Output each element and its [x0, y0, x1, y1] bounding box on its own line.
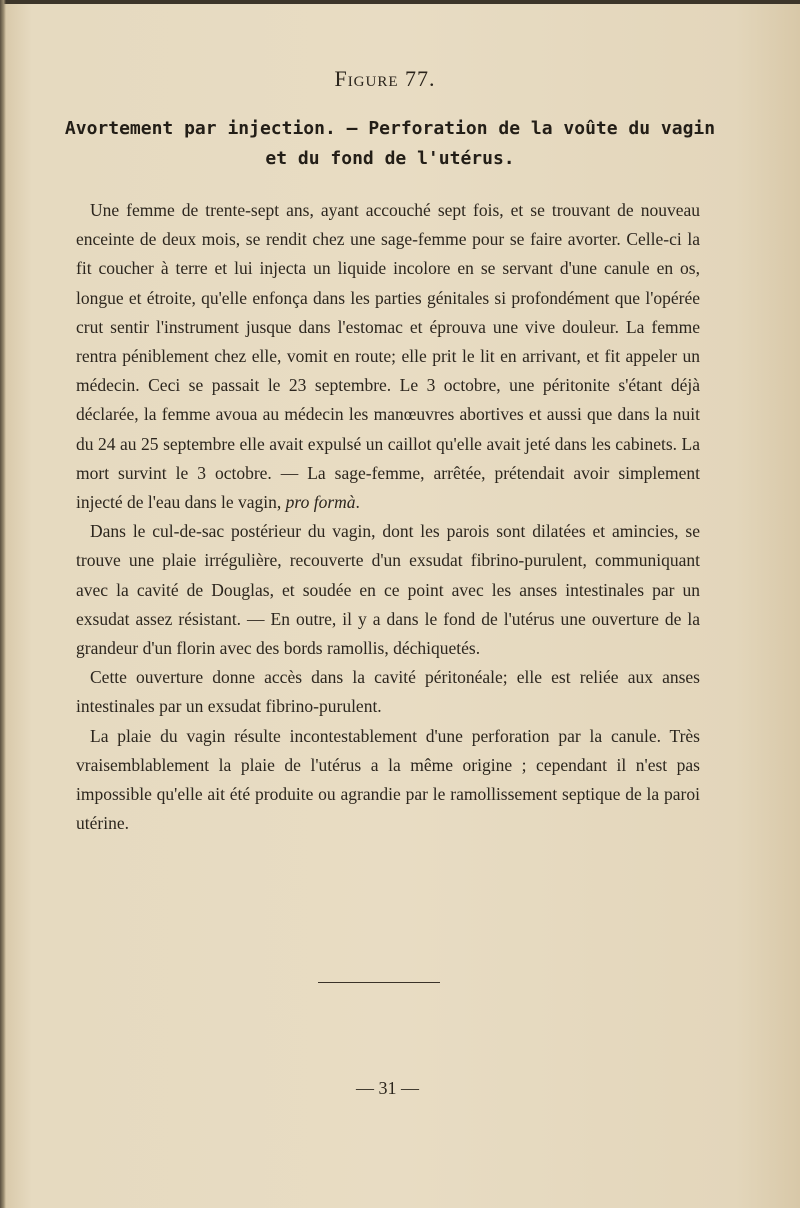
paragraph-1-text: Une femme de trente-sept ans, ayant accouché sept fois, et se trouvant de nouveau enceinte de deux mois, se rendit chez une sage-femme pour se faire avorter. Celle-ci la fit coucher à terre et lui injecta un liquide incolore en se servant d'une canule en os, longue et étroite, qu'elle enfonça dans les parties génitales si profondément que l'opérée crut sentir l'instrument jusque dans l'estomac et éprouva une vive douleur. La femme rentra péniblement chez elle, vomit en route; elle prit le lit en arrivant, et fit appeler un médecin. Ceci se passait le 23 septembre. Le 3 octobre, une péritonite s'étant déjà déclarée, la femme avoua au médecin les manœuvres abortives et aussi que dans la nuit du 24 au 25 septembre elle avait expulsé un caillot qu'elle avait jeté dans les cabinets. La mort survint le 3 octobre. — La sage-femme, arrêtée, prétendait avoir simplement injecté de l'eau dans le vagin, — [76, 200, 700, 513]
paragraph-2: Dans le cul-de-sac postérieur du vagin, dont les parois sont dilatées et amincies, se trouve une plaie irrégulière, recouverte d'un exsudat fibrino-purulent, communiquant avec la cavité de Douglas, et soudée en ce point avec les anses intestinales par un exsudat assez résistant. — En outre, il y a dans le fond de l'utérus une ouverture de la grandeur d'un florin avec des bords ramollis, déchiquetés. — [76, 521, 700, 659]
section-title-line-2: et du fond de l'utérus. — [265, 148, 515, 169]
paragraph-3: Cette ouverture donne accès dans la cavité péritonéale; elle est reliée aux anses intestinales par un exsudat fibrino-purulent. — [76, 667, 700, 717]
paragraph-4: La plaie du vagin résulte incontestablement d'une perforation par la canule. Très vraisemblablement la plaie de l'utérus a la même origine ; cependant il n'est pas impossible qu'elle ait été produite ou agrandie par le ramollissement septique de la paroi utérine. — [76, 725, 700, 834]
body-text — [76, 196, 700, 838]
paragraph-1-italic: pro formà — [285, 492, 356, 513]
page-number: — 31 — — [356, 1078, 419, 1098]
page-top-edge — [0, 0, 800, 4]
section-title-line-1: Avortement par injection. — Perforation de la voûte du vagin — [64, 118, 716, 139]
paragraph-1-tail: . — [355, 492, 360, 513]
section-divider — [318, 982, 440, 983]
section-title — [60, 114, 720, 174]
figure-label: Figure 77. — [334, 66, 436, 91]
page-binding-edge — [0, 0, 6, 1208]
paragraph-1 — [76, 196, 700, 517]
